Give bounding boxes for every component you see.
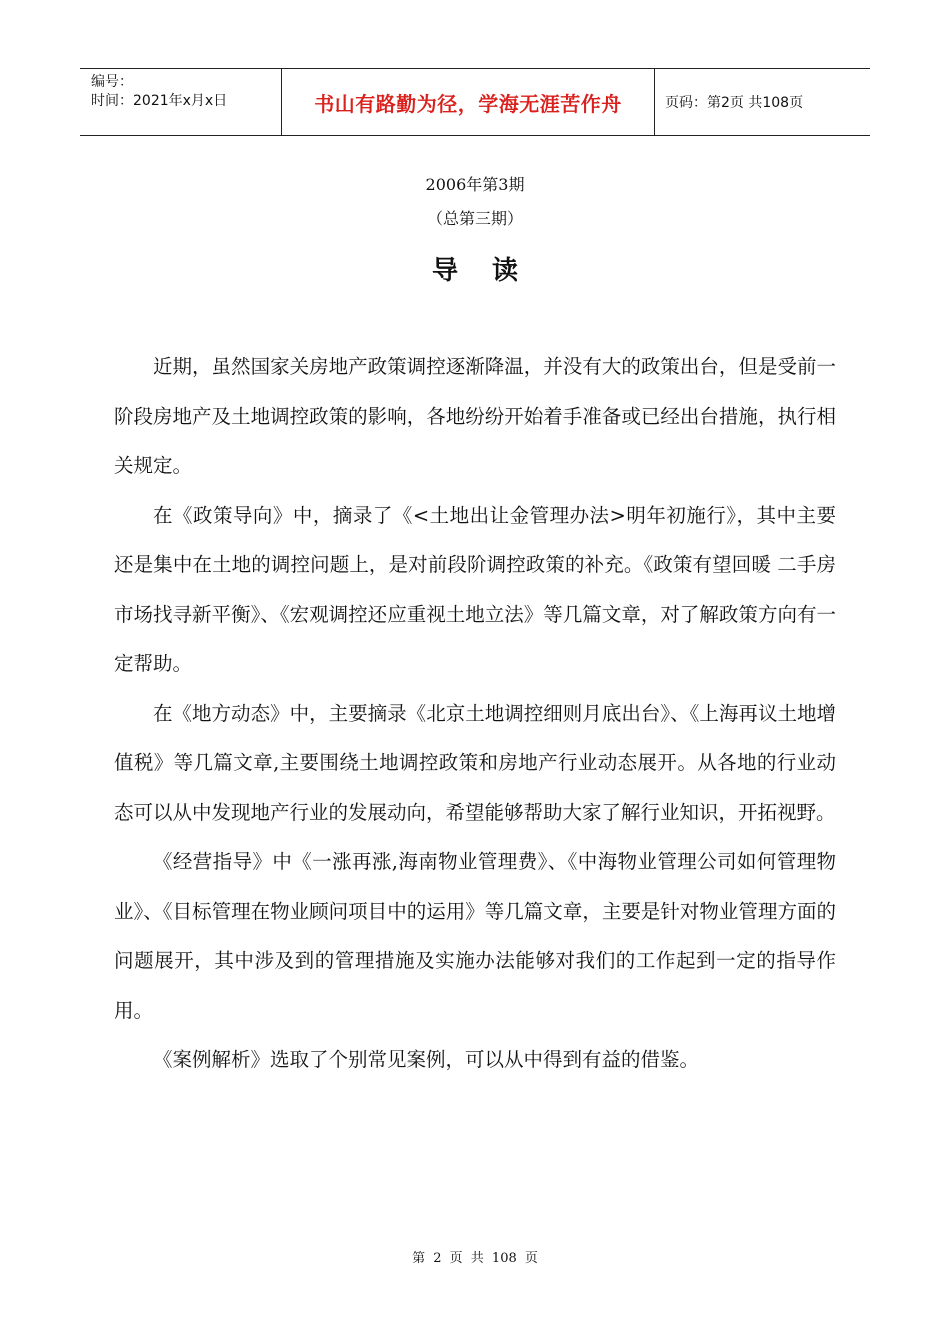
paragraph: 近期，虽然国家关房地产政策调控逐渐降温，并没有大的政策出台，但是受前一阶段房地产及土地调控政策的影响，各地纷纷开始着手准备或已经出台措施，执行相关规定。 <box>114 355 836 477</box>
article-body <box>114 342 836 1085</box>
number-label: 编号： <box>91 74 133 90</box>
time-label: 时间：2021年x月x日 <box>91 93 228 109</box>
issue-number: 2006年第3期 <box>425 175 525 194</box>
header-meta-cell <box>80 69 282 135</box>
header-motto: 书山有路勤为径，学海无涯苦作舟 <box>282 69 655 135</box>
paragraph: 《经营指导》中《一涨再涨,海南物业管理费》、《中海物业管理公司如何管理物业》、《目标管理在物业顾问项目中的运用》等几篇文章，主要是针对物业管理方面的问题展开，其中涉及到的管理措施及实施办法能够对我们的工作起到一定的指导作用。 <box>114 850 836 1022</box>
paragraph: 在《地方动态》中，主要摘录《北京土地调控细则月底出台》、《上海再议土地增值税》等几篇文章,主要围绕土地调控政策和房地产行业动态展开。从各地的行业动态可以从中发现地产行业的发展动向，希望能够帮助大家了解行业知识，开拓视野。 <box>114 701 836 824</box>
page-title: 导读 <box>431 256 552 286</box>
header-page-info: 页码：第2页 共108页 <box>665 95 804 111</box>
paragraph: 《案例解析》选取了个别常见案例，可以从中得到有益的借鉴。 <box>153 1048 700 1071</box>
page-footer: 第 2 页 共 108 页 <box>412 1251 538 1266</box>
page-header <box>80 68 870 136</box>
paragraph: 在《政策导向》中，摘录了《<土地出让金管理办法>明年初施行》，其中主要还是集中在土地的调控问题上，是对前段阶调控政策的补充。《政策有望回暖 二手房市场找寻新平衡》、《宏观调控还应重视土地立法》等几篇文章，对了解政策方向有一定帮助。 <box>114 503 836 675</box>
issue-total: （总第三期） <box>426 209 523 228</box>
